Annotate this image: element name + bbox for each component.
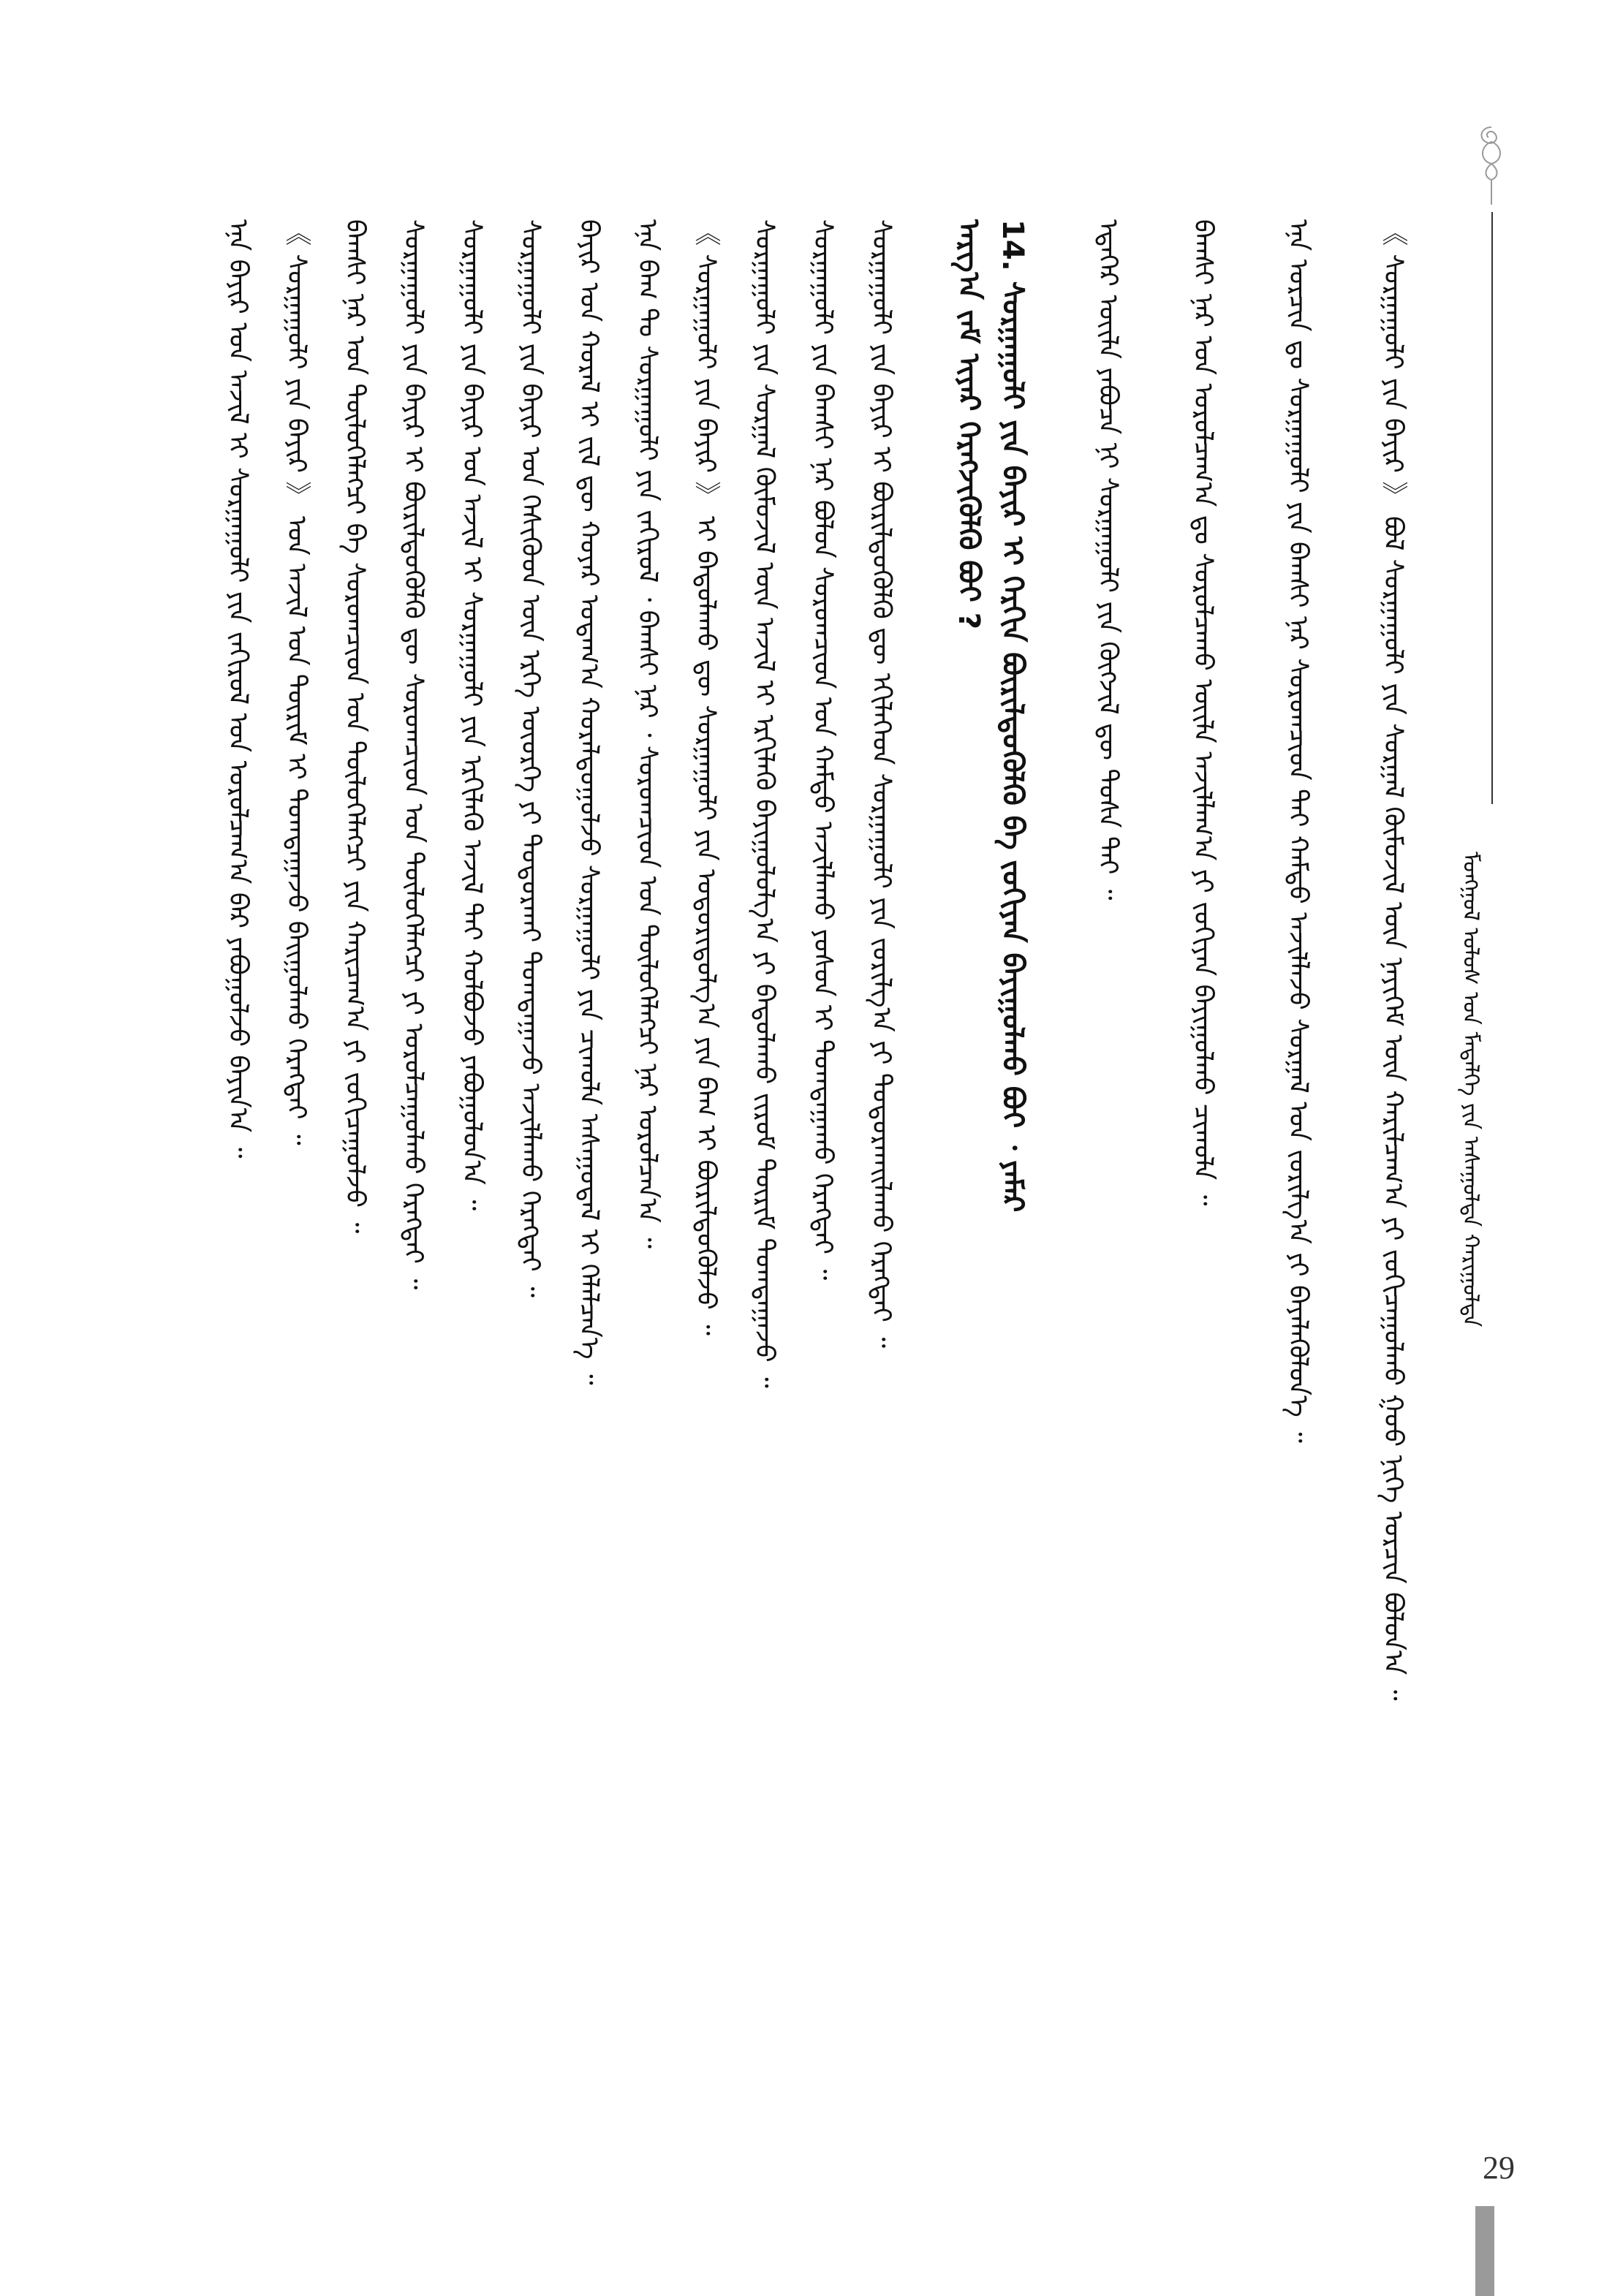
page-number: 29 [1483,2150,1515,2186]
text-column: ᠡᠳᠡᠭᠡᠷ ᠦᠢᠯᠡ ᠶᠠᠪᠤᠴᠠ ᠨᠢ ᠰᠤᠷᠭᠠᠭᠤᠯᠢ ᠶᠢᠨ ᠬᠥᠭᠵᠢᠯ ᠳᠦ ᠲᠤᠰᠠ ᠲᠠᠢ ᠃ [1093,219,1123,901]
text-column: ᠰᠤᠷᠭᠠᠭᠤᠯᠢ ᠶᠢᠨ ᠪᠠᠭᠰᠢ ᠨᠠᠷ ᠪᠣᠯᠤᠨ ᠰᠤᠷᠤᠭᠴᠢᠳ ᠤᠨ ᠬᠠᠮᠲᠤ ᠠᠵᠢᠯᠯᠠᠬᠤ ᠶᠣᠰᠣᠨ ᠢ ᠲᠣᠭᠲᠠᠭᠠᠬᠤ ᠬᠡᠷᠡᠭᠲᠡᠢ ᠃ [808,219,838,1281]
text-block [186,219,1429,2105]
header-rule [1491,212,1493,804]
text-column: ᠰᠤᠷᠭᠠᠭᠤᠯᠢ ᠶᠢᠨ ᠰᠤᠷᠭᠠᠯ ᠬᠦᠮᠦᠵᠢᠯ ᠦᠨ ᠠᠵᠢᠯ ᠢ ᠡᠷᠬᠢᠯᠡᠬᠦ ᠪᠠᠶᠢᠭᠤᠯᠤᠯᠭ᠎ᠠ ᠶᠢ ᠪᠠᠲᠤᠯᠠᠬᠤ ᠵᠢᠷᠤᠮ ᠳᠦᠷᠢᠮ ᠲᠣᠭᠲᠠᠭᠠᠵᠤ ᠃ [749,219,779,1388]
text-column: ᠡᠨᠡ ᠪᠠᠶᠢᠷ ᠤᠨ ᠠᠵᠢᠯ ᠢ ᠰᠤᠷᠭᠠᠭᠤᠯᠢ ᠶᠢᠨ ᠵᠠᠬᠢᠷᠤᠯ ᠤᠨ ᠣᠷᠤᠯᠴᠠᠭ᠎ᠠ ᠪᠠᠷ ᠶᠠᠪᠤᠭᠤᠯᠵᠤ ᠪᠠᠶᠢᠨ᠎ᠠ ᠃ [223,219,253,1159]
text-column: ᠰᠤᠷᠭᠠᠭᠤᠯᠢ ᠶᠢᠨ ᠪᠠᠶᠢᠷ ᠤᠨ ᠭᠡᠰᠢᠭᠦᠳ ᠦᠨ ᠡᠷᠬᠡ ᠦᠦᠷᠭᠡ ᠶᠢ ᠲᠣᠳᠣᠷᠬᠠᠶ ᠲᠣᠭᠲᠠᠭᠠᠵᠤ ᠠᠵᠢᠯᠯᠠᠬᠤ ᠬᠡᠷᠡᠭᠲᠡᠢ ᠃ [515,219,545,1297]
text-column: ᠰᠤᠷᠭᠠᠭᠤᠯᠢ ᠶᠢᠨ ᠪᠠᠶᠢᠷ ᠤᠨ ᠠᠵᠢᠯ ᠢ ᠰᠤᠷᠭᠠᠭᠤᠯᠢ ᠶᠢᠨ ᠡᠷᠬᠢᠯᠡᠬᠦ ᠠᠵᠢᠯ ᠲᠠᠢ ᠬᠣᠯᠪᠣᠵᠤ ᠶᠠᠪᠤᠭᠤᠯᠤᠨ᠎ᠠ ᠃ [457,219,487,1211]
text-column: ᠡᠨᠡ ᠣᠷᠴᠢᠨ ᠳᠤ ᠰᠤᠷᠭᠠᠭᠤᠯᠢ ᠶᠢᠨ ᠪᠠᠭᠰᠢ ᠨᠠᠷ ᠰᠤᠷᠤᠭᠴᠢᠳ ᠲᠠᠢ ᠬᠠᠮᠲᠤ ᠠᠵᠢᠯᠯᠠᠵᠤ ᠰᠤᠷᠭᠠᠯ ᠤᠨ ᠵᠣᠷᠢᠯᠭ᠎ᠠ ᠶᠢ ᠪᠡᠶᠡᠯᠡᠭᠦᠯᠦᠨ᠎ᠡ ᠃ [1283,219,1313,1443]
scroll-ornament-icon [1471,124,1512,205]
question-heading-line-2: ᠠᠷᠭ᠎ᠠ ᠵᠠᠮ ᠢᠶᠠᠷ ᠬᠡᠷᠡᠭᠵᠢᠭᠦᠯᠬᠦ ᠪᠣᠢ ? [952,219,985,629]
question-heading: 14. ᠰᠤᠷᠭᠠᠭᠤᠯᠢ ᠶᠢᠨ ᠪᠠᠶᠢᠷ ᠢ ᠬᠡᠷᠬᠢᠨ ᠪᠦᠷᠢᠯᠳᠦᠭᠦᠯᠬᠦ ᠪᠠ ᠵᠣᠬᠢᠶᠠᠨ ᠪᠠᠶᠢᠭᠤᠯᠬᠤ ᠪᠣᠢ ᠂ ᠶᠠᠮᠠᠷ [996,219,1029,1213]
text-column: 《 ᠰᠤᠷᠭᠠᠭᠤᠯᠢ ᠶᠢᠨ ᠪᠠᠶᠢᠷ 》 ᠤᠨ ᠠᠵᠢᠯ ᠤᠨ ᠳᠦᠷᠢᠮ ᠢ ᠲᠣᠭᠲᠠᠭᠠᠵᠤ ᠪᠠᠢᠭᠤᠯᠬᠤ ᠬᠡᠷᠡᠭᠲᠡᠢ ᠃ [281,219,311,1145]
running-title: ᠮᠣᠩᠭᠣᠯ ᠤᠯᠤᠰ ᠤᠨ ᠮᠡᠳᠡᠯᠭᠡ ᠶᠢᠨ ᠠᠰᠠᠭᠤᠯᠲᠠ ᠬᠠᠷᠢᠭᠤᠯᠲᠠ [1458,851,1483,1327]
text-column: ᠪᠠᠶᠢᠷ ᠤᠨ ᠬᠤᠷᠠᠯ ᠢ ᠵᠢᠯ ᠳᠦ ᠬᠣᠶᠠᠷ ᠤᠳᠠᠭ᠎ᠠ ᠬᠤᠷᠠᠯᠳᠤᠭᠤᠯᠵᠤ ᠰᠤᠷᠭᠠᠭᠤᠯᠢ ᠶᠢᠨ ᠴᠢᠬᠤᠯᠠ ᠠᠰᠠᠭᠤᠳᠠᠯ ᠢ ᠬᠡᠯᠡᠯᠴᠡᠨ᠎ᠡ ᠃ [574,219,604,1385]
text-column: 《 ᠰᠤᠷᠭᠠᠭᠤᠯᠢ ᠶᠢᠨ ᠪᠠᠶᠢᠷ 》 ᠢ ᠪᠠᠲᠤᠯᠠᠬᠤ ᠳᠦ ᠰᠤᠷᠭᠠᠭᠤᠯᠢ ᠶᠢᠨ ᠤᠳᠤᠷᠢᠳᠤᠯᠭ᠎ᠠ ᠶᠢᠨ ᠪᠠᠭ ᠢ ᠪᠦᠷᠢᠯᠳᠦᠭᠦᠯᠵᠦ ᠃ [691,219,721,1335]
text-column: 《 ᠰᠤᠷᠭᠠᠭᠤᠯᠢ ᠶᠢᠨ ᠪᠠᠶᠢᠷ 》 ᠪᠣᠯ ᠰᠤᠷᠭᠠᠭᠤᠯᠢ ᠶᠢᠨ ᠰᠤᠷᠭᠠᠯ ᠬᠦᠮᠦᠵᠢᠯ ᠦᠨ ᠨᠡᠶᠢᠭᠡᠮ ᠦᠨ ᠬᠠᠷᠢᠯᠴᠠᠭ᠎ᠠ ᠶᠢ ᠵᠣᠬᠢᠴᠠᠭᠤᠯᠬᠤ ᠭᠣᠤ ᠨᠢᠭᠡ ᠣᠷᠴᠢᠨ ᠪᠣᠯᠤᠨ᠎ᠠ ᠃ [1378,219,1408,1701]
text-column: ᠪᠠᠭᠰᠢ ᠨᠠᠷ ᠤᠨ ᠲᠥᠯᠦᠭᠡᠯᠡᠭᠴᠢ ᠪᠠ ᠰᠤᠷᠤᠭᠴᠢᠳ ᠤᠨ ᠲᠥᠯᠦᠭᠡᠯᠡᠭᠴᠢ ᠶᠢᠨ ᠬᠠᠷᠢᠴᠠᠭ᠎ᠠ ᠶᠢ ᠵᠣᠬᠢᠴᠠᠭᠤᠯᠵᠤ ᠃ [340,219,370,1234]
text-column: ᠡᠨᠡ ᠪᠠᠭ ᠲᠤ ᠰᠤᠷᠭᠠᠭᠤᠯᠢ ᠶᠢᠨ ᠵᠠᠬᠢᠷᠤᠯ ᠂ ᠪᠠᠭᠰᠢ ᠨᠠᠷ ᠂ ᠰᠤᠷᠤᠭᠴᠢᠳ ᠤᠨ ᠲᠥᠯᠦᠭᠡᠯᠡᠭᠴᠢ ᠨᠠᠷ ᠣᠷᠤᠯᠴᠠᠨ᠎ᠠ ᠃ [632,219,662,1249]
text-column: ᠪᠠᠭᠰᠢ ᠨᠠᠷ ᠤᠨ ᠤᠷᠤᠯᠴᠠᠭ᠎ᠠ ᠳᠤ ᠰᠤᠷᠤᠯᠴᠠᠬᠤ ᠦᠢᠯᠡ ᠠᠵᠢᠯᠯᠠᠭ᠎ᠠ ᠶᠢ ᠵᠣᠬᠢᠶᠠᠨ ᠪᠠᠶᠢᠭᠤᠯᠬᠤ ᠴᠢᠬᠤᠯᠠ ᠃ [1188,219,1218,1206]
thumb-tab [1475,2206,1494,2296]
text-column: ᠰᠤᠷᠭᠠᠭᠤᠯᠢ ᠶᠢᠨ ᠪᠠᠶᠢᠷ ᠢ ᠪᠦᠷᠢᠯᠳᠦᠭᠦᠯᠬᠦ ᠳᠦ ᠡᠬᠢᠯᠡᠭᠡᠳ ᠰᠤᠷᠭᠠᠭᠤᠯᠢ ᠶᠢᠨ ᠵᠣᠷᠢᠯᠭ᠎ᠠ ᠶᠢ ᠲᠣᠳᠣᠷᠬᠠᠢᠯᠠᠬᠤ ᠬᠡᠷᠡᠭᠲᠡᠢ ᠃ [866,219,896,1349]
text-column: ᠰᠤᠷᠭᠠᠭᠤᠯᠢ ᠶᠢᠨ ᠪᠠᠶᠢᠷ ᠢ ᠪᠦᠷᠢᠯᠳᠦᠭᠦᠯᠬᠦ ᠳᠦ ᠰᠤᠷᠤᠭᠴᠢᠳ ᠤᠨ ᠲᠥᠯᠦᠭᠡᠯᠡᠭᠴᠢ ᠶᠢ ᠣᠷᠤᠯᠴᠠᠭᠤᠯᠬᠤ ᠬᠡᠷᠡᠭᠲᠡᠢ ᠃ [398,219,428,1290]
